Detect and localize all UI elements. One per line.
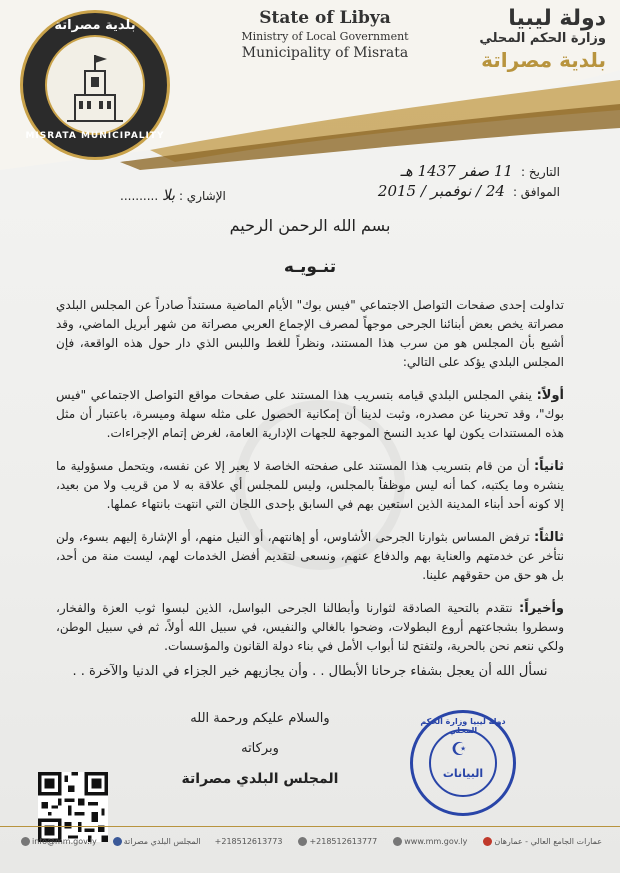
reference-row — [120, 186, 226, 204]
municipality-name-ar: بلدية مصراتة — [481, 48, 606, 72]
point-second-label: ثانياً: — [533, 459, 564, 474]
point-second-text: أن من قام بتسريب هذا المستند على صفحته الخاصة لا يعبر إلا عن نفسه، ويتحمل مسؤولية ما ينشره وما يكتبه، كما أنه ليس موظفاً بالمجلس، وليس للمجلس أي علاقة به لا من قريب ولا من بعيد، إلا كونه أحد أبناء المدينة الذين استعين بهم في السابق بإحدى اللجان التي انتهت بانتهاء عملها. — [56, 459, 564, 511]
footer-address — [481, 837, 602, 846]
stamp-center-text: البيانات — [442, 767, 484, 780]
facebook-icon — [113, 837, 122, 846]
facebook-text: المجلس البلدي مصراتة — [123, 837, 201, 846]
address-text: عمارات الجامع العالي - عمارهان — [494, 837, 602, 846]
phone-icon — [298, 837, 307, 846]
seal-building-emblem — [45, 35, 145, 135]
website-text: www.mm.gov.ly — [404, 837, 468, 846]
point-final — [56, 599, 564, 656]
basmala: بسم الله الرحمن الرحيم — [229, 216, 391, 235]
gregorian-date: 24 / نوفمبر / 2015 — [377, 182, 505, 200]
signature-name: المجلس البلدي مصراتة — [181, 771, 339, 787]
municipality-seal — [20, 10, 170, 160]
ministry-name-en: Ministry of Local Government — [241, 30, 409, 43]
seal-bottom-text: MISRATA MUNICIPALITY — [25, 131, 165, 141]
reference-label: الإشاري : — [178, 189, 226, 203]
building-icon — [47, 37, 143, 133]
municipality-name-en: Municipality of Misrata — [241, 45, 409, 61]
location-pin-icon — [483, 837, 492, 846]
hijri-date: 11 صفر 1437 هـ — [400, 162, 513, 180]
footer-phone-1 — [296, 837, 377, 846]
english-letterhead — [230, 8, 420, 61]
closing-block — [170, 704, 350, 794]
point-first-label: أولاً: — [536, 388, 564, 403]
phone1-text: +218512613777 — [309, 837, 378, 846]
corresponding-label: الموافق : — [512, 185, 560, 199]
gregorian-date-row — [378, 182, 560, 202]
email-icon — [21, 837, 30, 846]
globe-icon — [393, 837, 402, 846]
state-name-ar: دولة ليبيا — [508, 6, 606, 31]
point-final-label: وأخيراً: — [519, 601, 564, 616]
point-third — [56, 528, 564, 585]
phone2-text: +218512613773 — [214, 837, 283, 846]
footer-contact-bar — [0, 826, 620, 856]
closing-greeting: والسلام عليكم ورحمة الله وبركاته — [190, 711, 330, 756]
intro-paragraph: تداولت إحدى صفحات التواصل الاجتماعي "فيس بوك" الأيام الماضية مستنداً صادراً عن المجلس البلدي مصراتة يخص بعض أبنائنا الجرحى موجهاً لمصرف الإجماع العربي مصراتة من شهر أبريل الماضي، وقد أشيع بأن المجلس هو من سرب هذا المستند، ونظراً للغط واللبس الذي دار حول هذه الواقعة، فإن المجلس البلدي يؤكد على التالي: — [56, 298, 564, 369]
state-name-en: State of Libya — [259, 8, 391, 28]
hijri-date-row — [378, 162, 560, 182]
footer-website — [391, 837, 467, 846]
date-label: التاريخ : — [520, 165, 560, 179]
footer-email — [19, 837, 97, 846]
point-first-text: ينفي المجلس البلدي قيامه بتسريب هذا المستند على صفحات مواقع التواصل الاجتماعي "فيس بوك"، وقد تحرينا عن مصدره، وثبت لدينا أن إمكانية الحصول على مثله سهلة وميسرة، باعتبار أن مثل هذه المستندات يكون لها عديد النسخ الموجهة للجهات الإدارية العامة، لغرض إتمام الإجراءات. — [56, 388, 564, 440]
point-final-text: نتقدم بالتحية الصادقة لثوارنا وأبطالنا الجرحى البواسل، الذين لبسوا ثوب العزة والفخار، وسطروا بشجاعتهم أروع البطولات، وضحوا بالغالي والنفيس، في سبيل الله أولاً، ثم في سبيل الوطن، ولكي ننعم نحن بالحرية، ولتفتح لنا أبواب الأمل في بناء دولة القانون والمؤسسات. — [56, 601, 564, 653]
notice-body — [56, 296, 564, 670]
notice-title: تنـويـه — [283, 257, 337, 277]
reference-value: بلا — [161, 186, 176, 204]
reference-dots: .......... — [120, 189, 159, 203]
footer-phone-2 — [215, 837, 283, 846]
closing-prayer: نسأل الله أن يعجل بشفاء جرحانا الأبطال . . وأن يجازيهم خير الجزاء في الدنيا والآخرة . . — [72, 664, 548, 679]
point-third-text: ترفض المساس بثوارنا الجرحى الأشاوس، أو إهانتهم، أو النيل منهم، أو الإشارة إليهم بسوء، ولن نتأخر عن خدمتهم والعناية بهم والدفاع عنهم، ونسعى لتقديم أفضل الخدمات لهم، ليست منة من أحد، بل هو حق من حقوقهم علينا. — [56, 530, 564, 582]
point-second — [56, 457, 564, 514]
ministry-name-ar: وزارة الحكم المحلي — [479, 31, 606, 46]
email-text: info@mm.gov.ly — [32, 837, 97, 846]
footer-facebook — [111, 837, 201, 846]
stamp-ring-text: دولة ليبيا وزارة الحكم المحلي — [420, 717, 506, 735]
point-first — [56, 386, 564, 443]
date-block — [378, 162, 560, 202]
point-third-label: ثالثاً: — [533, 530, 564, 545]
official-stamp — [410, 710, 516, 816]
arabic-letterhead — [436, 6, 606, 72]
crescent-star-icon: ☪ — [451, 739, 468, 760]
seal-top-text: بلدية مصراتة — [54, 18, 136, 33]
